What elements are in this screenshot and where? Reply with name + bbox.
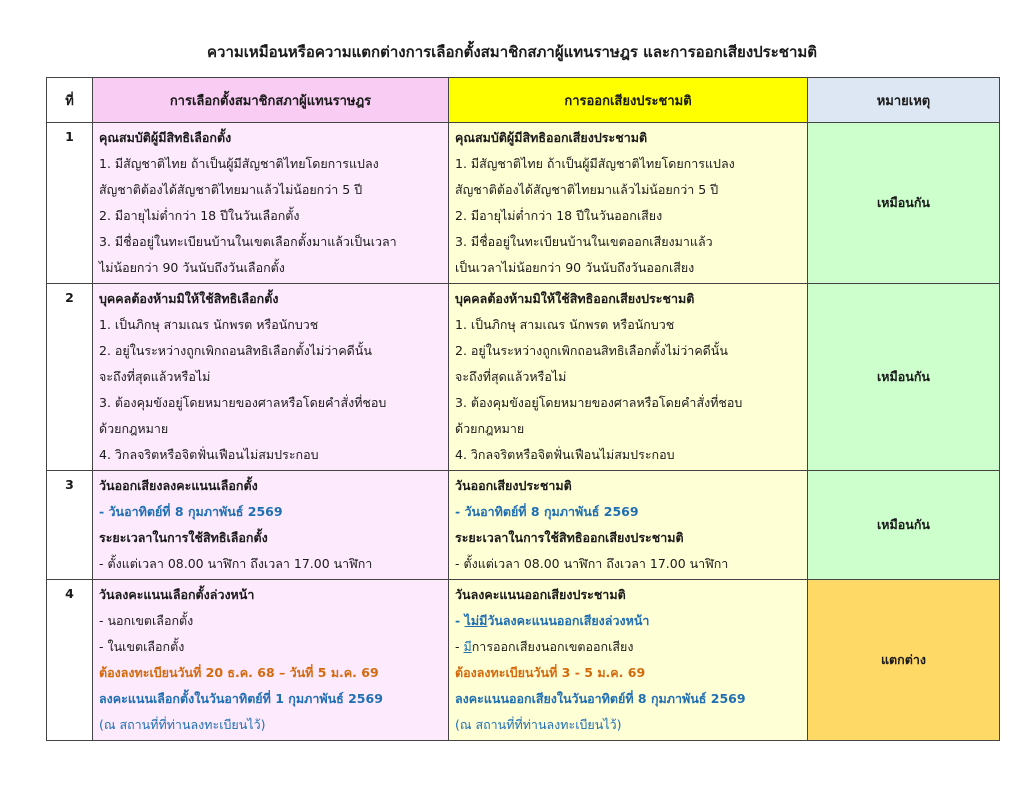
document-title: ความเหมือนหรือความแตกต่างการเลือกตั้งสมาชิกสภาผู้แทนราษฎร และการออกเสียงประชามติ — [206, 43, 818, 61]
table-row — [47, 580, 1000, 741]
line-rest: การออกเสียงนอกเขตออกเสียง — [471, 639, 634, 654]
referendum-cell — [449, 471, 808, 580]
cell-heading: วันลงคะแนนเลือกตั้งล่วงหน้า — [99, 587, 255, 602]
cell-line: 1. มีสัญชาติไทย ถ้าเป็นผู้มีสัญชาติไทยโดยการแปลง — [99, 156, 379, 171]
cell-line: - ตั้งแต่เวลา 08.00 นาฬิกา ถึงเวลา 17.00 นาฬิกา — [455, 556, 729, 571]
header-referendum: การออกเสียงประชามติ — [449, 78, 808, 123]
underlined-word: ไม่มี — [464, 613, 488, 628]
referendum-cell — [449, 284, 808, 471]
prefix: - — [455, 639, 464, 654]
cell-line: จะถึงที่สุดแล้วหรือไม่ — [455, 369, 567, 384]
cell-line: 2. อยู่ในระหว่างถูกเพิกถอนสิทธิเลือกตั้งไม่ว่าคดีนั้น — [455, 343, 728, 358]
table-row — [47, 471, 1000, 580]
referendum-cell — [449, 123, 808, 284]
cell-heading: วันออกเสียงลงคะแนนเลือกตั้ง — [99, 478, 258, 493]
location-note: (ณ สถานที่ที่ท่านลงทะเบียนไว้) — [99, 717, 266, 732]
cell-line: 4. วิกลจริตหรือจิตฟั่นเฟือนไม่สมประกอบ — [99, 447, 319, 462]
cell-subheading: ระยะเวลาในการใช้สิทธิออกเสียงประชามติ — [455, 530, 684, 545]
election-cell — [93, 580, 449, 741]
location-note: (ณ สถานที่ที่ท่านลงทะเบียนไว้) — [455, 717, 622, 732]
remark-cell: เหมือนกัน — [808, 471, 1000, 580]
cell-line: สัญชาติต้องได้สัญชาติไทยมาแล้วไม่น้อยกว่า 5 ปี — [455, 182, 719, 197]
cell-line: 3. มีชื่ออยู่ในทะเบียนบ้านในเขตเลือกตั้งมาแล้วเป็นเวลา — [99, 234, 397, 249]
header-no: ที่ — [47, 78, 93, 123]
cell-heading: คุณสมบัติผู้มีสิทธิออกเสียงประชามติ — [455, 130, 648, 145]
cell-line — [455, 608, 801, 634]
cell-line: - นอกเขตเลือกตั้ง — [99, 613, 194, 628]
row-number: 4 — [47, 580, 93, 741]
cell-line: ไม่น้อยกว่า 90 วันนับถึงวันเลือกตั้ง — [99, 260, 285, 275]
cell-line — [455, 634, 801, 660]
cell-heading: บุคคลต้องห้ามมิให้ใช้สิทธิออกเสียงประชามติ — [455, 291, 695, 306]
election-date: - วันอาทิตย์ที่ 8 กุมภาพันธ์ 2569 — [99, 504, 283, 519]
cell-line: 3. ต้องคุมขังอยู่โดยหมายของศาลหรือโดยคำสั่งที่ชอบ — [455, 395, 743, 410]
registration-period: ต้องลงทะเบียนวันที่ 3 - 5 ม.ค. 69 — [455, 665, 646, 680]
remark-cell: เหมือนกัน — [808, 123, 1000, 284]
table-row — [47, 284, 1000, 471]
election-cell — [93, 123, 449, 284]
election-cell — [93, 284, 449, 471]
cell-line: จะถึงที่สุดแล้วหรือไม่ — [99, 369, 211, 384]
cell-line: 3. มีชื่ออยู่ในทะเบียนบ้านในเขตออกเสียงมาแล้ว — [455, 234, 713, 249]
cell-heading: วันออกเสียงประชามติ — [455, 478, 572, 493]
prefix: - — [455, 613, 465, 628]
cell-line: 4. วิกลจริตหรือจิตฟั่นเฟือนไม่สมประกอบ — [455, 447, 675, 462]
cell-line: ด้วยกฎหมาย — [455, 421, 525, 436]
referendum-date: - วันอาทิตย์ที่ 8 กุมภาพันธ์ 2569 — [455, 504, 639, 519]
cell-line: - ในเขตเลือกตั้ง — [99, 639, 185, 654]
table-row — [47, 123, 1000, 284]
referendum-vote-day: ลงคะแนนออกเสียงในวันอาทิตย์ที่ 8 กุมภาพันธ์ 2569 — [455, 691, 746, 706]
header-remark: หมายเหตุ — [808, 78, 1000, 123]
line-rest: วันลงคะแนนออกเสียงล่วงหน้า — [487, 613, 650, 628]
row-number: 3 — [47, 471, 93, 580]
cell-line: 2. มีอายุไม่ต่ำกว่า 18 ปีในวันเลือกตั้ง — [99, 208, 300, 223]
header-row — [47, 78, 1000, 123]
cell-line: 2. อยู่ในระหว่างถูกเพิกถอนสิทธิเลือกตั้งไม่ว่าคดีนั้น — [99, 343, 372, 358]
cell-line: เป็นเวลาไม่น้อยกว่า 90 วันนับถึงวันออกเสียง — [455, 260, 695, 275]
cell-line: 3. ต้องคุมขังอยู่โดยหมายของศาลหรือโดยคำสั่งที่ชอบ — [99, 395, 387, 410]
cell-line: 1. เป็นภิกษุ สามเณร นักพรต หรือนักบวช — [455, 317, 675, 332]
cell-line: สัญชาติต้องได้สัญชาติไทยมาแล้วไม่น้อยกว่า 5 ปี — [99, 182, 363, 197]
cell-heading: วันลงคะแนนออกเสียงประชามติ — [455, 587, 626, 602]
cell-heading: คุณสมบัติผู้มีสิทธิเลือกตั้ง — [99, 130, 232, 145]
referendum-cell — [449, 580, 808, 741]
cell-subheading: ระยะเวลาในการใช้สิทธิเลือกตั้ง — [99, 530, 268, 545]
comparison-table — [46, 77, 1000, 741]
remark-cell: เหมือนกัน — [808, 284, 1000, 471]
cell-line: 2. มีอายุไม่ต่ำกว่า 18 ปีในวันออกเสียง — [455, 208, 663, 223]
cell-line: 1. มีสัญชาติไทย ถ้าเป็นผู้มีสัญชาติไทยโดยการแปลง — [455, 156, 735, 171]
cell-heading: บุคคลต้องห้ามมิให้ใช้สิทธิเลือกตั้ง — [99, 291, 279, 306]
underlined-word: มี — [463, 639, 472, 654]
cell-line: ด้วยกฎหมาย — [99, 421, 169, 436]
remark-cell: แตกต่าง — [808, 580, 1000, 741]
row-number: 2 — [47, 284, 93, 471]
row-number: 1 — [47, 123, 93, 284]
cell-line: - ตั้งแต่เวลา 08.00 นาฬิกา ถึงเวลา 17.00 นาฬิกา — [99, 556, 373, 571]
cell-line: 1. เป็นภิกษุ สามเณร นักพรต หรือนักบวช — [99, 317, 319, 332]
header-election: การเลือกตั้งสมาชิกสภาผู้แทนราษฎร — [93, 78, 449, 123]
registration-period: ต้องลงทะเบียนวันที่ 20 ธ.ค. 68 – วันที่ 5 ม.ค. 69 — [99, 665, 379, 680]
election-cell — [93, 471, 449, 580]
advance-vote-day: ลงคะแนนเลือกตั้งในวันอาทิตย์ที่ 1 กุมภาพันธ์ 2569 — [99, 691, 383, 706]
